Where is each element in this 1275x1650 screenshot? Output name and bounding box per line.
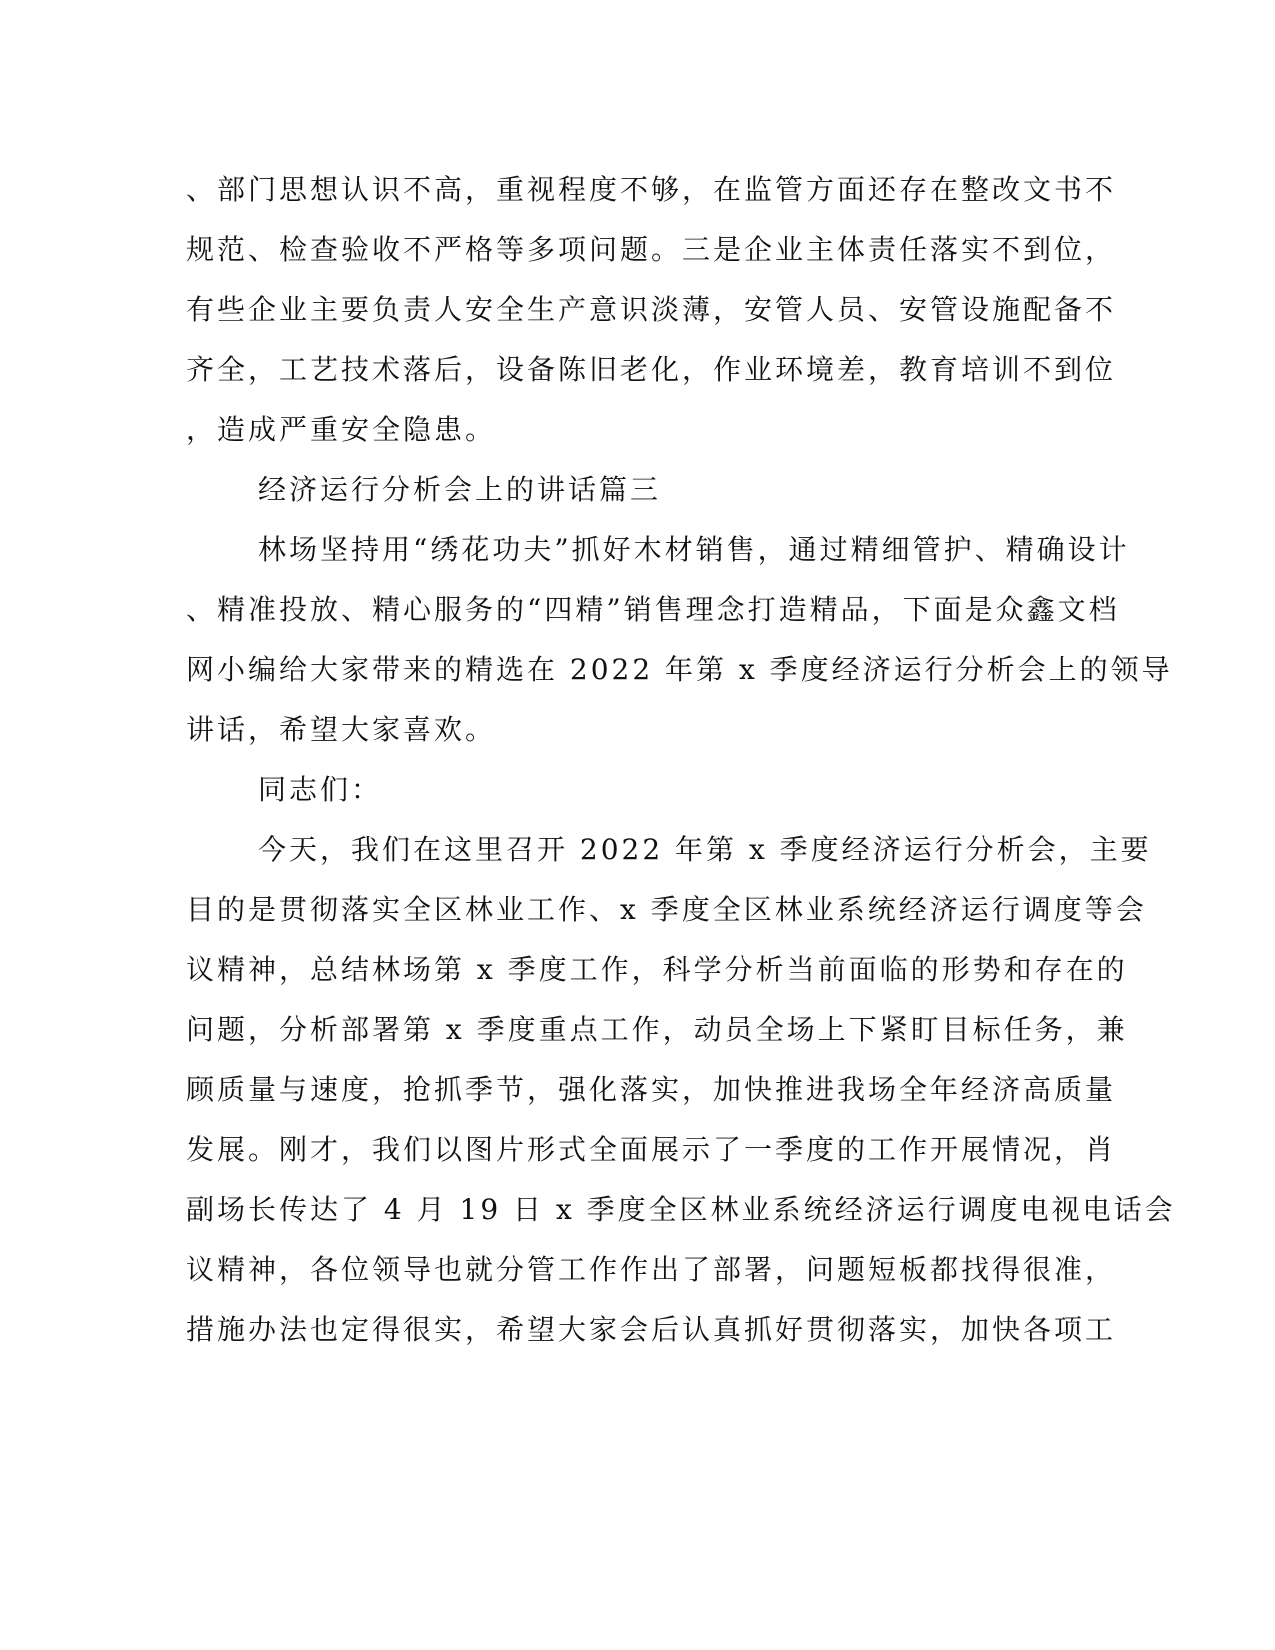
- text-line: 有些企业主要负责人安全生产意识淡薄，安管人员、安管设施配备不: [186, 293, 1117, 326]
- text-line: 网小编给大家带来的精选在 2022 年第 x 季度经济运行分析会上的领导: [186, 653, 1173, 686]
- text-line: 发展。刚才，我们以图片形式全面展示了一季度的工作开展情况，肖: [186, 1133, 1117, 1166]
- text-line: 齐全，工艺技术落后，设备陈旧老化，作业环境差，教育培训不到位: [186, 353, 1117, 386]
- text-line: 问题，分析部署第 x 季度重点工作，动员全场上下紧盯目标任务，兼: [186, 1013, 1128, 1046]
- body-text: [186, 160, 1176, 1360]
- text-line: 议精神，各位领导也就分管工作作出了部署，问题短板都找得很准，: [186, 1253, 1117, 1286]
- text-line: 、精准投放、精心服务的“四精”销售理念打造精品，下面是众鑫文档: [186, 593, 1120, 626]
- text-line: 目的是贯彻落实全区林业工作、x 季度全区林业系统经济运行调度等会: [186, 893, 1147, 926]
- section-heading: 经济运行分析会上的讲话篇三: [258, 473, 662, 506]
- text-line: 顾质量与速度，抢抓季节，强化落实，加快推进我场全年经济高质量: [186, 1073, 1117, 1106]
- salutation: 同志们：: [258, 773, 383, 806]
- text-line: 讲话，希望大家喜欢。: [186, 713, 497, 746]
- text-line: 措施办法也定得很实，希望大家会后认真抓好贯彻落实，加快各项工: [186, 1313, 1117, 1346]
- text-line: 今天，我们在这里召开 2022 年第 x 季度经济运行分析会，主要: [258, 833, 1152, 866]
- text-line: 议精神，总结林场第 x 季度工作，科学分析当前面临的形势和存在的: [186, 953, 1128, 986]
- text-line: 规范、检查验收不严格等多项问题。三是企业主体责任落实不到位，: [186, 233, 1117, 266]
- text-line: ，造成严重安全隐患。: [186, 413, 497, 446]
- text-line: 林场坚持用“绣花功夫”抓好木材销售，通过精细管护、精确设计: [258, 533, 1130, 566]
- text-line: 副场长传达了 4 月 19 日 x 季度全区林业系统经济运行调度电视电话会: [186, 1193, 1176, 1226]
- text-line: 、部门思想认识不高，重视程度不够，在监管方面还存在整改文书不: [186, 173, 1117, 206]
